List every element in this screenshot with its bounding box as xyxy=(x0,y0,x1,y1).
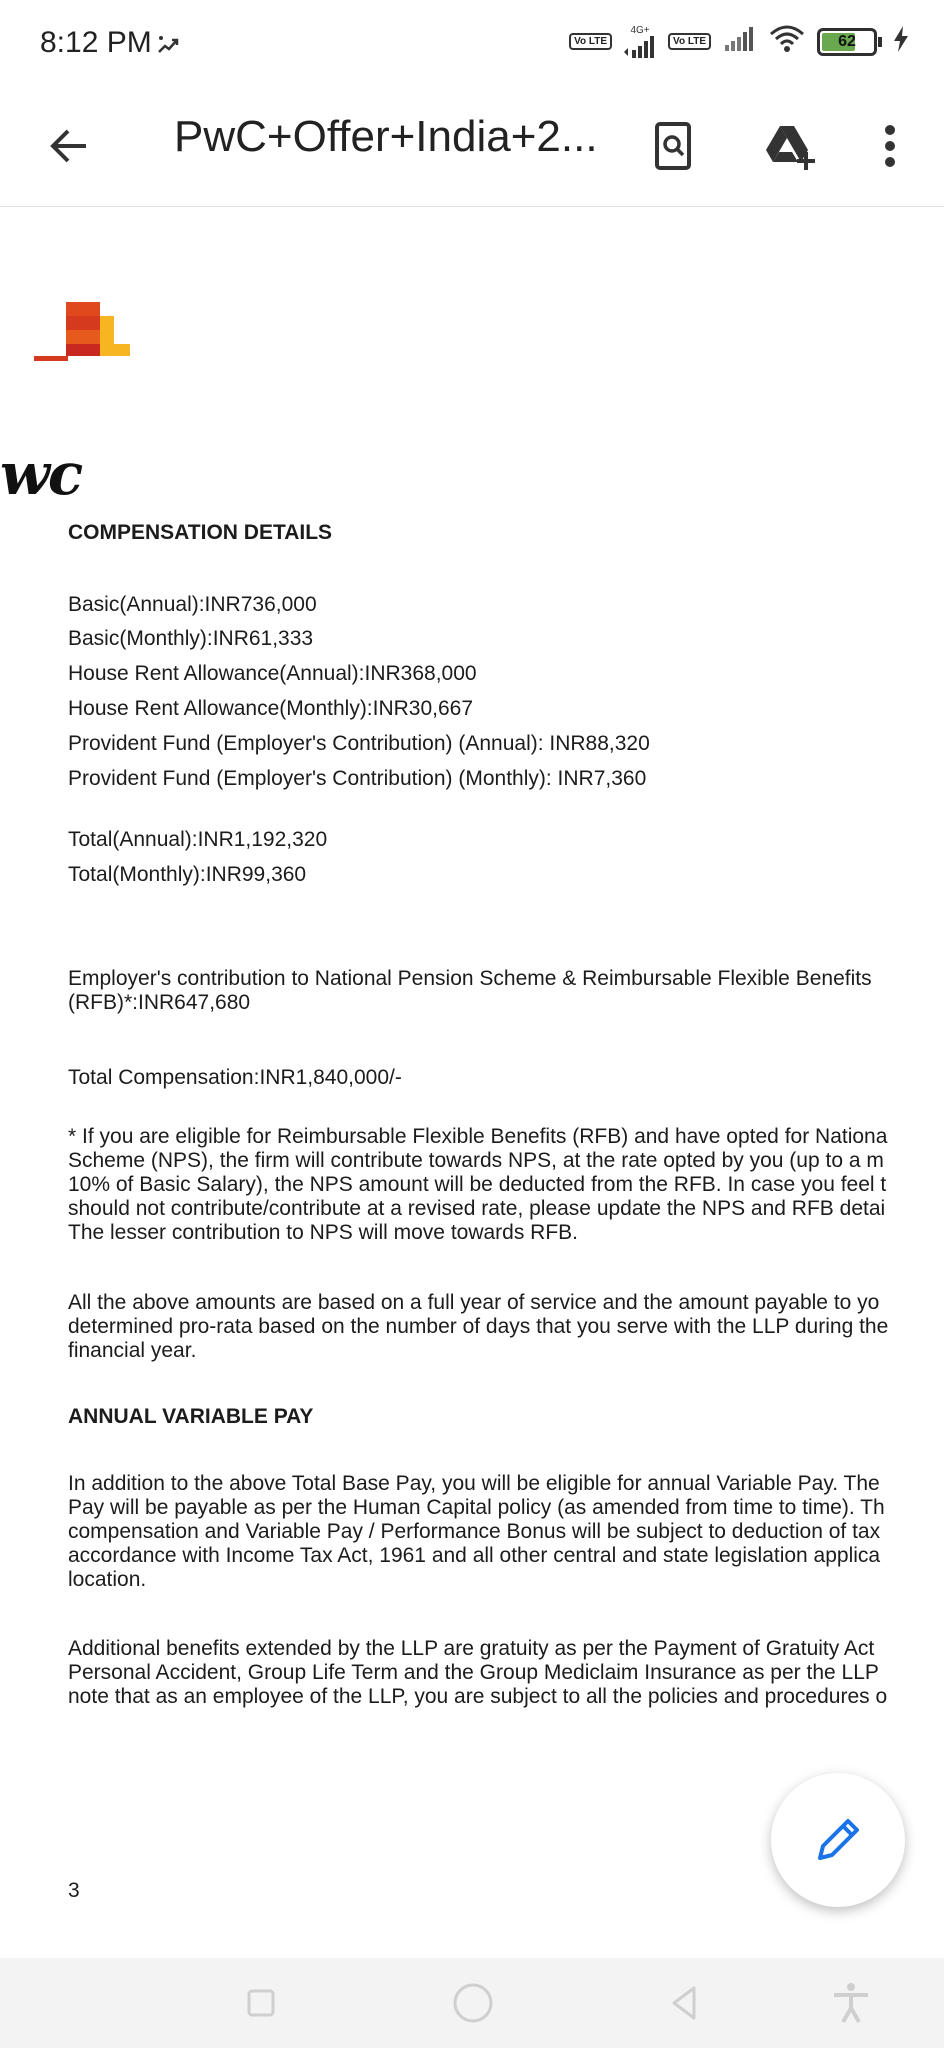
variable-pay-line: location. xyxy=(68,1568,147,1591)
sim2-volte-badge: Vo LTE xyxy=(668,33,711,50)
pwc-logo xyxy=(0,302,140,508)
benefits-line: note that as an employee of the LLP, you are subject to all the policies and procedures o xyxy=(68,1685,888,1708)
recents-icon[interactable] xyxy=(236,1978,286,2028)
pwc-logo-text: wc xyxy=(0,440,82,508)
accessibility-icon[interactable] xyxy=(826,1978,876,2028)
footnote-line: * If you are eligible for Reimbursable Flexible Benefits (RFB) and have opted for Nationa xyxy=(68,1125,888,1148)
wifi-icon xyxy=(767,24,807,59)
employer-contribution-line: Employer's contribution to National Pension Scheme & Reimbursable Flexible Benefits xyxy=(68,967,872,990)
benefits-line: Personal Accident, Group Life Term and the Group Mediclaim Insurance as per the LLP xyxy=(68,1661,879,1684)
home-icon[interactable] xyxy=(448,1978,498,2028)
variable-pay-line: accordance with Income Tax Act, 1961 and all other central and state legislation applica xyxy=(68,1544,881,1567)
basic-annual-line: Basic(Annual):INR736,000 xyxy=(68,593,317,616)
hra-annual-line: House Rent Allowance(Annual):INR368,000 xyxy=(68,662,477,685)
variable-pay-line: Pay will be payable as per the Human Capital policy (as amended from time to time). Th xyxy=(68,1496,885,1519)
document-title: PwC+Offer+India+2... xyxy=(174,112,598,161)
battery-indicator xyxy=(817,28,882,56)
prorata-line: determined pro-rata based on the number of days that you serve with the LLP during the xyxy=(68,1315,889,1338)
prorata-line: financial year. xyxy=(68,1339,197,1362)
sim1-volte-badge: Vo LTE xyxy=(569,33,612,50)
network-type-label: 4G+ xyxy=(630,24,650,36)
pf-annual-line: Provident Fund (Employer's Contribution) (Annual): INR88,320 xyxy=(68,732,650,755)
edit-button[interactable] xyxy=(771,1773,905,1907)
hra-monthly-line: House Rent Allowance(Monthly):INR30,667 xyxy=(68,697,474,720)
benefits-line: Additional benefits extended by the LLP are gratuity as per the Payment of Gratuity Act xyxy=(68,1637,875,1660)
footnote-line: The lesser contribution to NPS will move towards RFB. xyxy=(68,1221,579,1244)
add-to-drive-icon[interactable] xyxy=(760,116,820,176)
more-vert-icon[interactable] xyxy=(860,116,920,176)
arrow-left-icon[interactable] xyxy=(42,118,98,174)
signal-strength-2-icon xyxy=(721,27,757,56)
footnote-line: should not contribute/contribute at a revised rate, please update the NPS and RFB detai xyxy=(68,1197,886,1220)
variable-pay-heading: ANNUAL VARIABLE PAY xyxy=(68,1405,314,1428)
compensation-heading: COMPENSATION DETAILS xyxy=(68,521,333,544)
footnote-line: 10% of Basic Salary), the NPS amount will be deducted from the RFB. In case you feel t xyxy=(68,1173,887,1196)
employer-contribution-value: (RFB)*:INR647,680 xyxy=(68,991,251,1014)
signal-strength-icon xyxy=(622,26,658,58)
status-bar xyxy=(0,0,944,90)
back-nav-icon[interactable] xyxy=(660,1978,710,2028)
pf-monthly-line: Provident Fund (Employer's Contribution) (Monthly): INR7,360 xyxy=(68,767,647,790)
app-bar xyxy=(0,90,944,207)
variable-pay-line: In addition to the above Total Base Pay, you will be eligible for annual Variable Pay. The xyxy=(68,1472,880,1495)
document-page xyxy=(0,210,944,1955)
total-annual-line: Total(Annual):INR1,192,320 xyxy=(68,828,328,851)
total-monthly-line: Total(Monthly):INR99,360 xyxy=(68,863,307,886)
prorata-line: All the above amounts are based on a full year of service and the amount payable to yo xyxy=(68,1291,880,1314)
status-time: 8:12 PM xyxy=(40,26,152,59)
missed-call-icon xyxy=(155,30,185,65)
system-nav-bar xyxy=(0,1958,944,2048)
pencil-icon xyxy=(808,1810,868,1870)
total-compensation-line: Total Compensation:INR1,840,000/- xyxy=(68,1066,402,1089)
charging-icon xyxy=(892,25,910,58)
basic-monthly-line: Basic(Monthly):INR61,333 xyxy=(68,627,314,650)
status-icons xyxy=(569,24,910,59)
battery-percent: 62 xyxy=(838,32,856,50)
pwc-logo-mark xyxy=(0,302,140,382)
search-in-document-icon[interactable] xyxy=(643,116,703,176)
footnote-line: Scheme (NPS), the firm will contribute towards NPS, at the rate opted by you (up to a m xyxy=(68,1149,884,1172)
page-number: 3 xyxy=(68,1879,80,1902)
variable-pay-line: compensation and Variable Pay / Performance Bonus will be subject to deduction of tax xyxy=(68,1520,881,1543)
